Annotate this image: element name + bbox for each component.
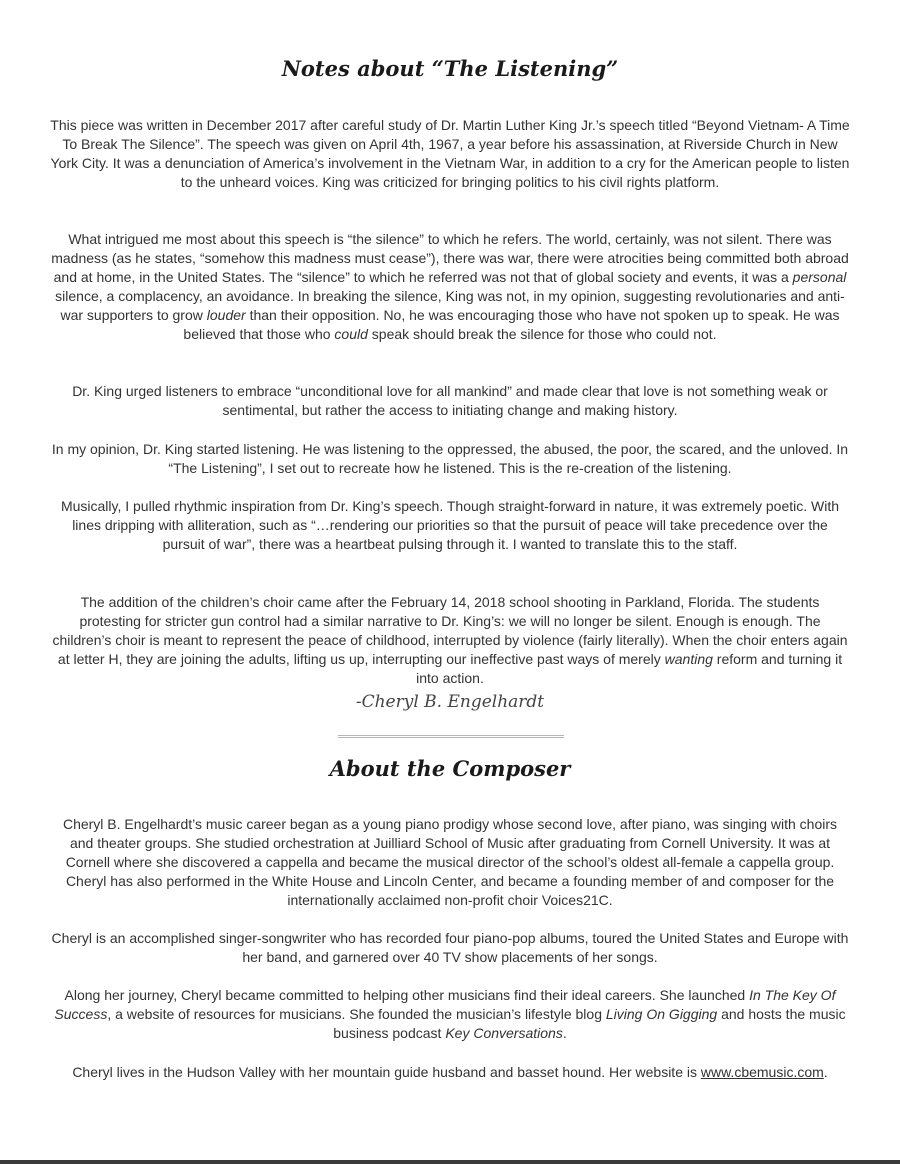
- composer-p3-emphasis-key-conversations: Key Conversations: [445, 1025, 563, 1041]
- notes-p4-text: In my opinion, Dr. King started listening. He was listening to the oppressed, the abused, the poor, the scared, and the unloved. In “The Listening”, I set out to recreate how he listened. This is the re-creation of the listening.: [51, 441, 849, 476]
- notes-p2-text-a: What intrigued me most about this speech is “the silence” to which he refers. The world, certainly, was not silent. There was madness (as he states, “somehow this madness must cease”), there was war, there were atrocities being committed both abroad and at home, in the United States. The “silence” to which he referred was not that of global society and events, it was a: [51, 231, 849, 285]
- notes-paragraph-6: [50, 593, 850, 688]
- composer-p3-emphasis-living-on-gigging: Living On Gigging: [605, 1006, 718, 1022]
- composer-p2-text: Cheryl is an accomplished singer-songwriter who has recorded four piano-pop albums, toured the United States and Europe with her band, and garnered over 40 TV show placements of her songs.: [51, 930, 849, 965]
- notes-p2-emphasis-personal: personal: [792, 269, 847, 285]
- notes-p2-emphasis-could: could: [334, 326, 368, 342]
- notes-p2-text-d: speak should break the silence for those who could not.: [367, 326, 717, 342]
- composer-paragraph-1: [50, 815, 850, 910]
- composer-p3-text-c: and hosts the music business podcast: [333, 1006, 846, 1041]
- notes-p2-emphasis-louder: louder: [206, 307, 246, 323]
- composer-p1-text: Cheryl B. Engelhardt’s music career began as a young piano prodigy whose second love, after piano, was singing with choirs and theater groups. She studied orchestration at Juilliard School of Music after graduating from Cornell University. It was at Cornell where she discovered a cappella and became the musical director of the school’s oldest all-female a cappella group. Cheryl has also performed in the White House and Lincoln Center, and became a founding member of and composer for the internationally acclaimed non-profit choir Voices21C.: [62, 816, 838, 908]
- composer-p3-emphasis-in-the-key-of-success: In The Key Of Success: [54, 987, 836, 1022]
- composer-paragraph-4: [50, 1063, 850, 1082]
- notes-p6-emphasis-wanting: wanting: [664, 651, 713, 667]
- notes-paragraph-1: [50, 116, 850, 192]
- notes-p2-text-c: than their opposition. No, he was encouraging those who have not spoken up to speak. He was believed that those who: [183, 307, 840, 342]
- composer-p4-text-a: Cheryl lives in the Hudson Valley with her mountain guide husband and basset hound. Her website is: [72, 1064, 701, 1080]
- notes-paragraph-4: [50, 440, 850, 478]
- notes-p6-text-b: reform and turning it into action.: [416, 651, 843, 686]
- notes-p3-text: Dr. King urged listeners to embrace “unconditional love for all mankind” and made clear that love is not something weak or sentimental, but rather the access to initiating change and making history.: [72, 383, 828, 418]
- notes-title: Notes about “The Listening”: [281, 56, 619, 81]
- composer-paragraph-3: [50, 986, 850, 1043]
- section-divider: [338, 735, 564, 738]
- website-link[interactable]: www.cbemusic.com: [700, 1064, 824, 1080]
- notes-p6-text-a: The addition of the children’s choir came after the February 14, 2018 school shooting in Parkland, Florida. The students protesting for stricter gun control had a similar narrative to Dr. King’s: we will no longer be silent. Enough is enough. The children’s choir is meant to represent the peace of childhood, interrupted by violence (fairly literally). When the choir enters again at letter H, they are joining the adults, lifting us up, interrupting our ineffective past ways of merely: [52, 594, 848, 667]
- composer-p4-text-b: .: [823, 1064, 828, 1080]
- composer-title: About the Composer: [329, 756, 571, 781]
- notes-p2-text-b: silence, a complacency, an avoidance. In breaking the silence, King was not, in my opinion, suggesting revolutionaries and anti-war supporters to grow: [55, 288, 845, 323]
- signature: -Cheryl B. Engelhardt: [355, 692, 545, 712]
- composer-p3-text-a: Along her journey, Cheryl became committed to helping other musicians find their ideal careers. She launched: [64, 987, 750, 1003]
- notes-paragraph-3: [50, 382, 850, 420]
- page-bottom-edge: [0, 1160, 900, 1164]
- composer-p3-text-d: .: [562, 1025, 567, 1041]
- composer-paragraph-2: [50, 929, 850, 967]
- notes-paragraph-2: [50, 230, 850, 344]
- notes-p5-text: Musically, I pulled rhythmic inspiration from Dr. King’s speech. Though straight-forward in nature, it was extremely poetic. With lines dripping with alliteration, such as “…rendering our priorities so that the pursuit of peace will take precedence over the pursuit of war”, there was a heartbeat pulsing through it. I wanted to translate this to the staff.: [60, 498, 840, 552]
- composer-p3-text-b: , a website of resources for musicians. She founded the musician’s lifestyle blog: [107, 1006, 606, 1022]
- notes-paragraph-5: [50, 497, 850, 554]
- notes-p1-text: This piece was written in December 2017 after careful study of Dr. Martin Luther King Jr.’s speech titled “Beyond Vietnam- A Time To Break The Silence”. The speech was given on April 4th, 1967, a year before his assassination, at Riverside Church in New York City. It was a denunciation of America’s involvement in the Vietnam War, in addition to a cry for the American people to listen to the unheard voices. King was criticized for bringing politics to his civil rights platform.: [50, 117, 850, 190]
